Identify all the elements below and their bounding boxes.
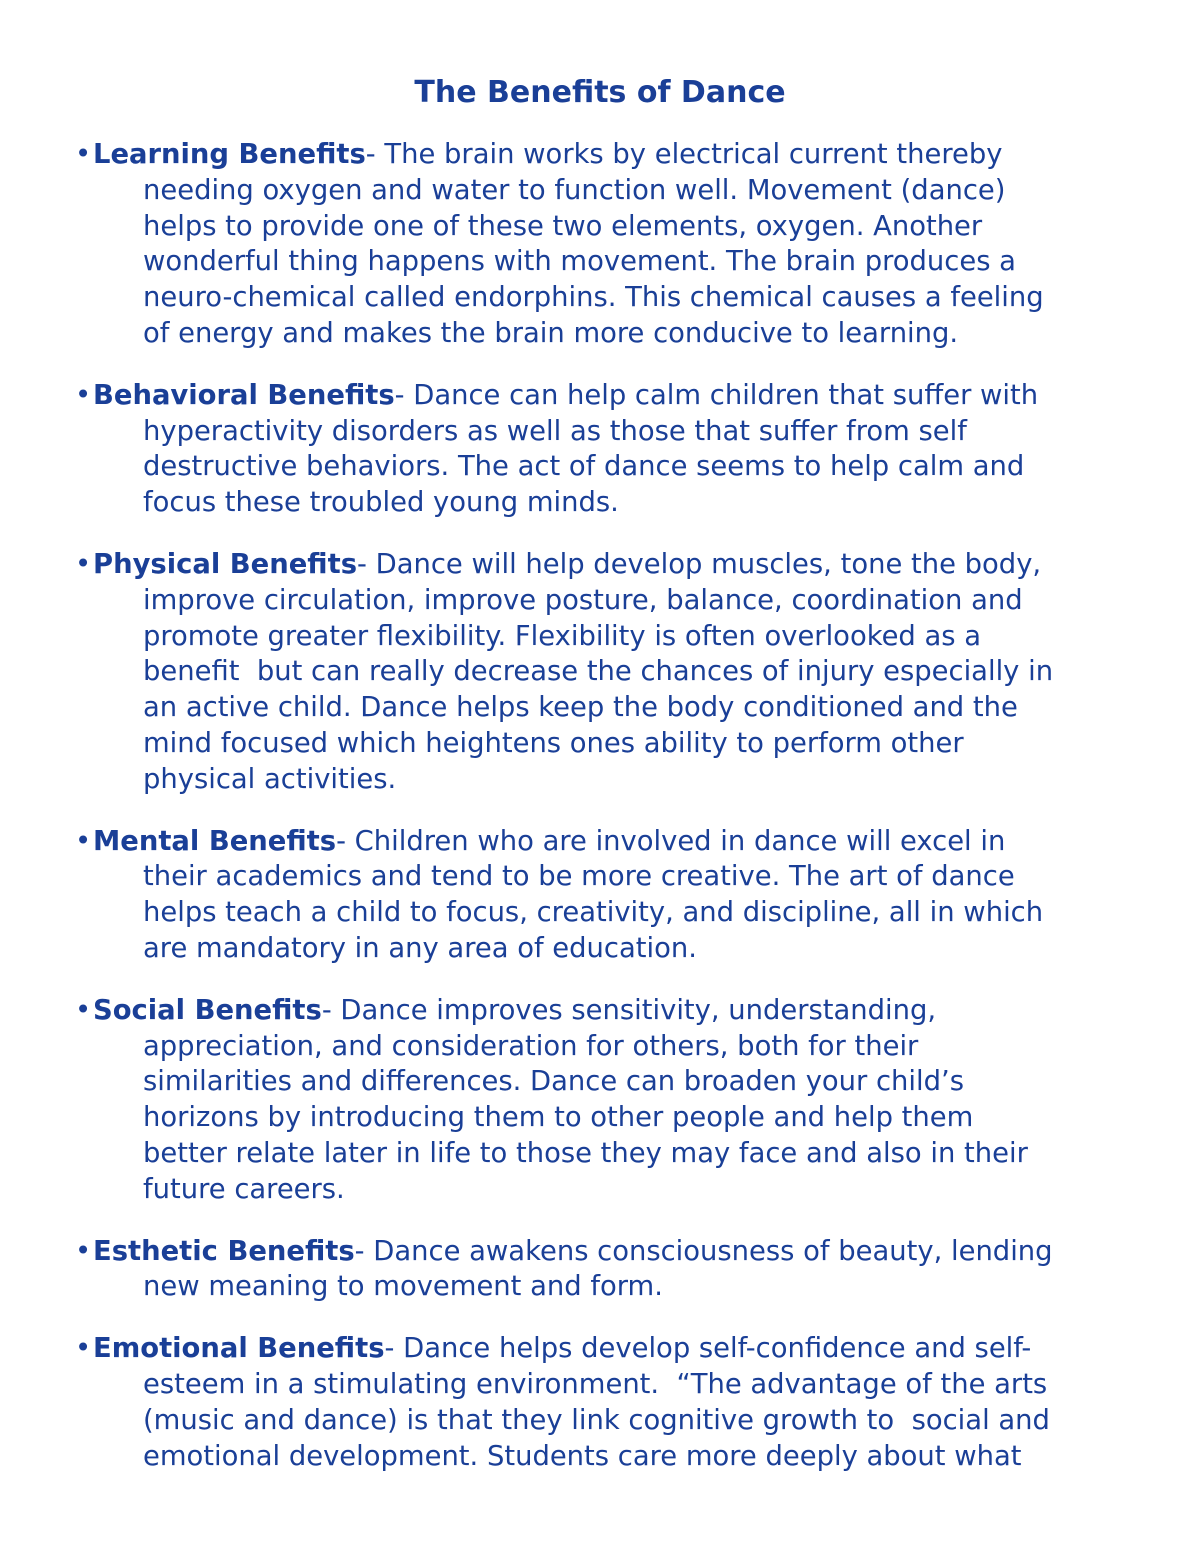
item-text-line: similarities and differences. Dance can broaden your child’s [143,1066,964,1098]
item-text-line: improve circulation, improve posture, balance, coordination and [143,584,1023,616]
item-text-line: better relate later in life to those they may face and also in their [143,1137,1028,1169]
list-item-mental-benefits [75,824,1165,967]
item-text-line: esteem in a stimulating environment. “The advantage of the arts [143,1368,1048,1400]
item-separator: - [336,825,346,857]
item-text: The brain works by electrical current thereby [375,139,1003,170]
item-separator: - [365,139,376,170]
item-text: Dance helps develop self-confidence and self- [394,1333,1032,1365]
list-item-social-benefits [75,993,1165,1208]
item-text-line: hyperactivity disorders as well as those that suffer from self [143,415,967,447]
item-text-line: their academics and tend to be more creative. The art of dance [143,861,1015,893]
benefits-list [75,137,1165,1500]
page-title: The Benefits of Dance [414,75,786,110]
item-text-line: physical activities. [143,763,397,795]
item-text: Dance awakens consciousness of beauty, lending [364,1235,1053,1267]
item-text: Dance improves sensitivity, understanding, [331,994,937,1026]
item-text-line: focus these troubled young minds. [143,487,619,519]
item-text-line: destructive behaviors. The act of dance seems to help calm and [143,451,1025,483]
bullet-icon: • [75,1235,92,1267]
item-text-line: helps to provide one of these two elements, oxygen. Another [143,210,983,242]
item-separator: - [384,1333,395,1365]
bullet-icon: • [75,379,92,411]
item-text-line: benefit but can really decrease the chances of injury especially in [143,656,1054,688]
item-heading: Physical Benefits [93,548,357,580]
item-separator: - [357,548,367,580]
list-item-emotional-benefits [75,1331,1165,1474]
item-text-line: future careers. [143,1173,345,1205]
item-heading: Learning Benefits [93,139,366,170]
item-separator: - [394,379,405,411]
list-item-esthetic-benefits [75,1234,1165,1306]
bullet-icon: • [75,994,92,1026]
list-item-physical-benefits [75,547,1165,798]
item-text: Dance will help develop muscles, tone the body, [366,548,1042,580]
item-heading: Esthetic Benefits [93,1235,355,1267]
item-text: Children who are involved in dance will excel in [345,825,1006,857]
item-text-line: neuro-chemical called endorphins. This chemical causes a feeling [143,282,1044,314]
bullet-icon: • [75,548,92,580]
bullet-icon: • [75,825,92,857]
item-heading: Emotional Benefits [93,1333,385,1365]
item-text-line: are mandatory in any area of education. [143,932,697,964]
item-text-line: new meaning to movement and form. [143,1271,663,1303]
list-item-learning-benefits [75,137,1165,352]
item-separator: - [321,994,332,1026]
item-text-line: mind focused which heightens ones ability to perform other [143,727,964,759]
item-heading: Behavioral Benefits [93,379,395,411]
item-text-line: emotional development. Students care more deeply about what [143,1440,1022,1472]
item-separator: - [354,1235,365,1267]
item-text-line: horizons by introducing them to other people and help them [143,1102,974,1134]
item-text-line: an active child. Dance helps keep the body conditioned and the [143,692,1018,724]
item-heading: Social Benefits [93,994,322,1026]
item-text-line: appreciation, and consideration for others, both for their [143,1030,919,1062]
item-text-line: (music and dance) is that they link cognitive growth to social and [143,1404,1050,1436]
list-item-behavioral-benefits [75,378,1165,521]
item-text: Dance can help calm children that suffer with [404,379,1039,411]
item-text-line: wonderful thing happens with movement. The brain produces a [143,246,1016,278]
item-text-line: of energy and makes the brain more conducive to learning. [143,317,959,349]
item-text-line: needing oxygen and water to function well. Movement (dance) [143,174,1006,206]
item-heading: Mental Benefits [93,825,337,857]
bullet-icon: • [75,139,92,170]
bullet-icon: • [75,1333,92,1365]
item-text-line: helps teach a child to focus, creativity, and discipline, all in which [143,897,1044,929]
item-text-line: promote greater flexibility. Flexibility is often overlooked as a [143,620,982,652]
